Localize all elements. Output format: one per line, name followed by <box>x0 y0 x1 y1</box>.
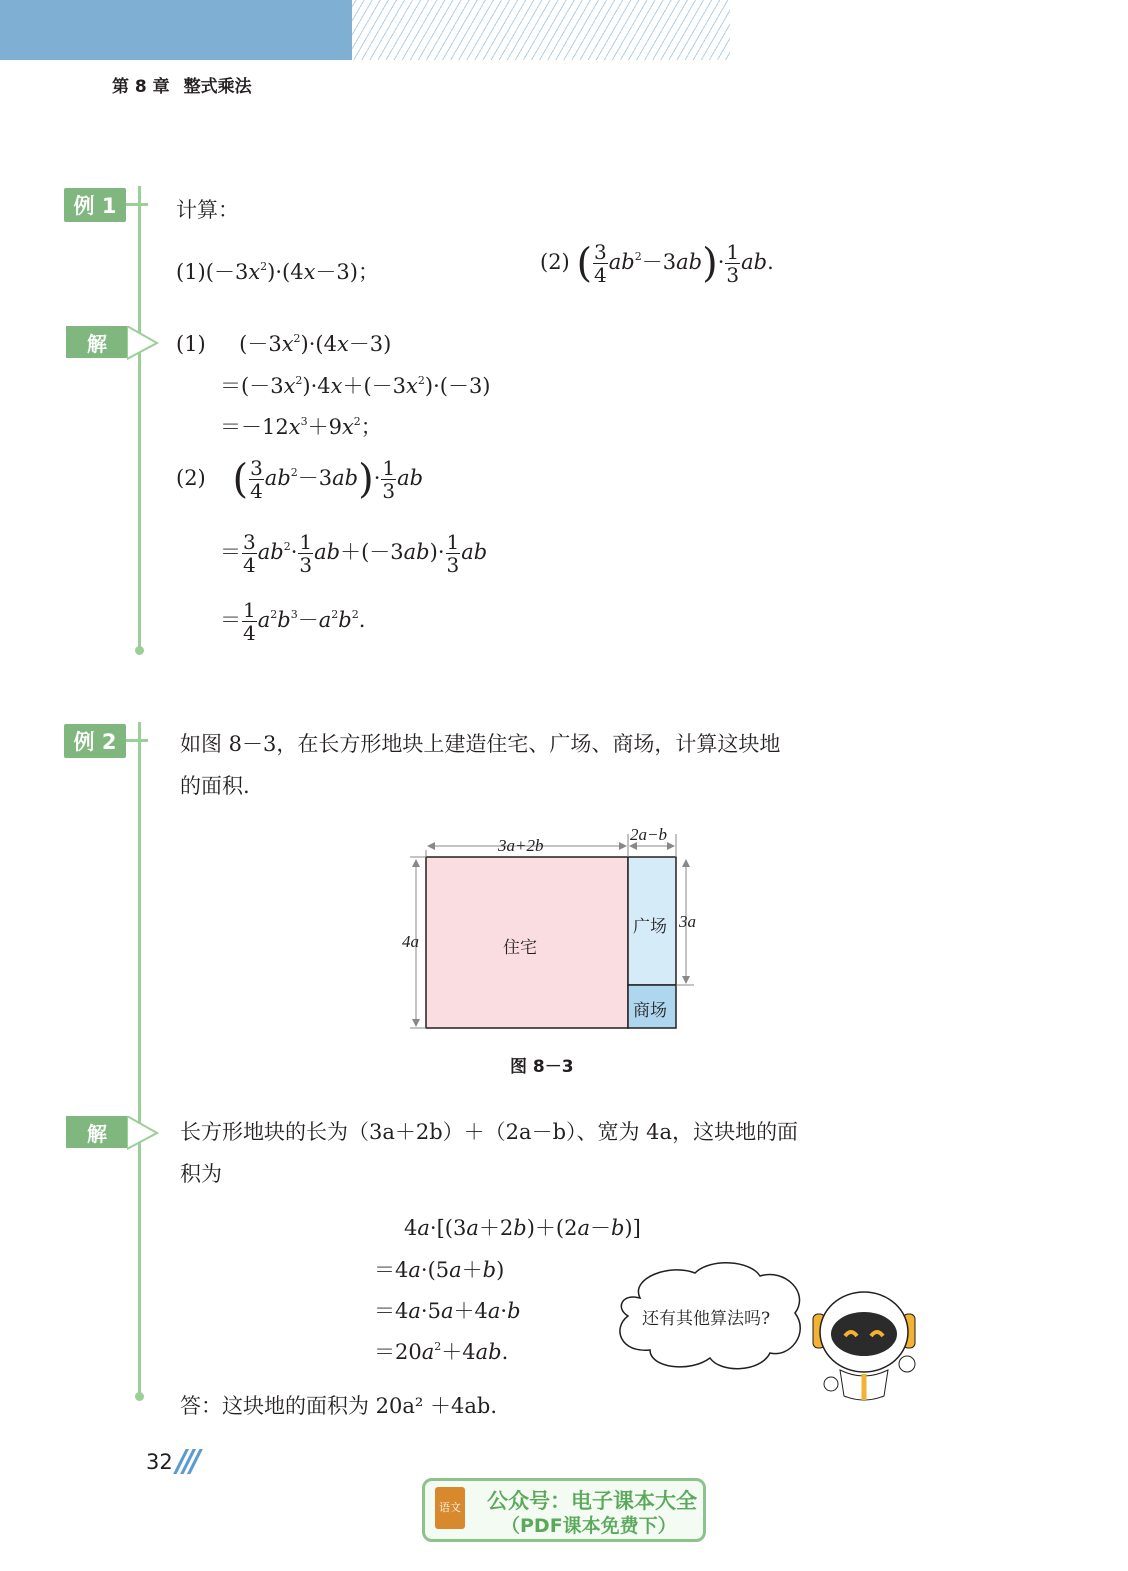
example1-tag-tick <box>126 203 148 206</box>
watermark-box <box>422 1478 706 1542</box>
example1-rail-end <box>135 646 144 655</box>
dim-top-left: 3a+2b <box>498 836 544 855</box>
example2-answer: 答：这块地的面积为 20a² ＋4ab. <box>180 1394 498 1418</box>
example2-solution-tag: 解 <box>66 1116 128 1148</box>
example2-solution-line2: 积为 <box>180 1162 222 1186</box>
example1-tag: 例 1 <box>64 188 126 222</box>
example2-prompt-line1: 如图 8－3，在长方形地块上建造住宅、广场、商场，计算这块地 <box>180 732 781 756</box>
ex2-calc-line3: ＝4a·5a＋4a·b <box>374 1299 521 1323</box>
ex1-sol2-line3: ＝ $\frac{1}{4}$ $a^2b^3-a^2b^2$. <box>220 598 366 645</box>
ex1-sol1-line2: $=(-3x^2)\cdot 4x+(-3x^2)\cdot(-3)$ <box>220 374 491 398</box>
example2-solution-arrow <box>127 1116 159 1150</box>
example1-prompt: 计算： <box>176 198 239 222</box>
ex1-sol2-line2: ＝ $\frac{3}{4}$ $ab^2\cdot$ $\frac{1}{3}$ ab＋(－3ab)· $\frac{1}{3}$ ab <box>220 530 488 577</box>
example2-rail <box>138 722 141 1394</box>
ex2-calc-line4: $=20a^2+4ab$. <box>374 1340 509 1364</box>
ex2-calc-line2: ＝4a·(5a＋b) <box>374 1258 505 1282</box>
header-hatch <box>300 0 730 60</box>
example1-solution-tag: 解 <box>66 326 128 358</box>
problem1-label: (1) <box>176 260 206 284</box>
example2-prompt-line2: 的面积. <box>180 774 250 798</box>
example1-solution-arrow <box>127 326 159 360</box>
example1-rail <box>138 186 141 648</box>
chapter-title: 整式乘法 <box>183 77 252 97</box>
ex2-calc-line1: 4a·[(3a＋2b)＋(2a－b)] <box>404 1216 641 1240</box>
example1-problem2: (2) ( $\frac{3}{4}$ $ab^2-3ab)\cdot$ $\frac{1}{3}$ ab. <box>540 240 774 287</box>
robot-mascot <box>805 1280 923 1405</box>
example2-tag-tick <box>126 739 148 742</box>
header-band-tip <box>290 0 352 60</box>
watermark-line1: 公众号：电子课本大全 <box>487 1489 697 1513</box>
watermark-line2: （PDF课本免费下） <box>501 1515 677 1537</box>
page-number-slashes: /// <box>176 1444 197 1479</box>
example2-solution-line1: 长方形地块的长为（3a＋2b）＋（2a－b）、宽为 4a，这块地的面 <box>180 1120 799 1144</box>
region-house-label: 住宅 <box>503 938 537 957</box>
dim-left: 4a <box>402 932 419 951</box>
figure-caption: 图 8－3 <box>510 1057 574 1077</box>
problem2-label: (2) <box>540 250 570 274</box>
book-icon: 语文 <box>435 1487 465 1529</box>
region-mall-label: 商场 <box>633 1001 667 1020</box>
chapter-heading <box>112 72 266 97</box>
example2-tag: 例 2 <box>64 724 126 758</box>
example2-rail-end <box>135 1392 144 1401</box>
ex1-sol1-line3: $=-12x^3+9x^2$； <box>220 415 382 439</box>
example1-problem1: $(1)(-3x^2)\cdot(4x-3)$； <box>176 260 379 284</box>
ex1-sol2-line1: (2) ( $\frac{3}{4}$ $ab^2-3ab)\cdot$ $\frac{1}{3}$ ab <box>176 456 424 503</box>
chapter-number: 第 8 章 <box>112 77 170 97</box>
dim-right: 3a <box>679 912 696 931</box>
figure-8-3 <box>396 822 716 1040</box>
region-square-label: 广场 <box>633 917 667 936</box>
page-number: 32 <box>146 1450 173 1474</box>
ex1-sol1-line1: (1) $(-3x^2)\cdot(4x-3)$ <box>176 332 392 356</box>
dim-top-right: 2a−b <box>630 825 667 844</box>
bubble-text: 还有其他算法吗? <box>642 1309 771 1329</box>
